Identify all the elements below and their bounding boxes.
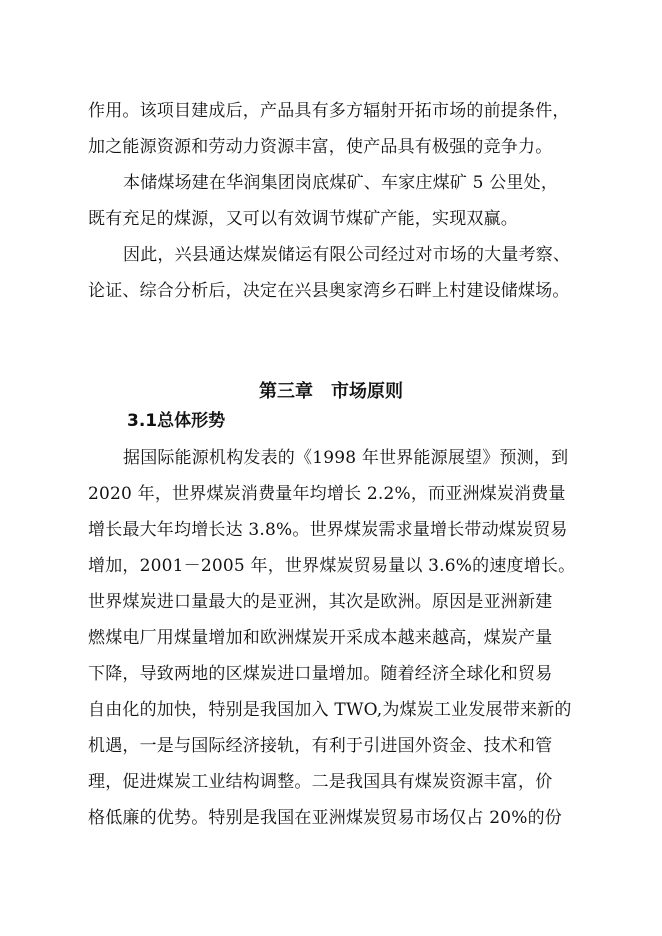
paragraph-line: 自由化的加快，特别是我国加入 TWO,为煤炭工业发展带来新的 bbox=[88, 700, 572, 720]
paragraph-line: 论证、综合分析后，决定在兴县奥家湾乡石畔上村建设储煤场。 bbox=[88, 281, 570, 301]
paragraph-line: 燃煤电厂用煤量增加和欧洲煤炭开采成本越来越高，煤炭产量 bbox=[88, 628, 553, 648]
paragraph-line: 加之能源资源和劳动力资源丰富，使产品具有极强的竞争力。 bbox=[88, 137, 553, 157]
paragraph-line: 因此，兴县通达煤炭储运有限公司经过对市场的大量考察、 bbox=[123, 245, 571, 265]
paragraph-line: 机遇，一是与国际经济接轨，有利于引进国外资金、技术和管 bbox=[88, 736, 553, 756]
paragraph-line: 世界煤炭进口量最大的是亚洲，其次是欧洲。原因是亚洲新建 bbox=[88, 592, 553, 612]
paragraph-line: 增长最大年均增长达 3.8%。世界煤炭需求量增长带动煤炭贸易 bbox=[88, 520, 568, 540]
paragraph-line: 本储煤场建在华润集团岗底煤矿、车家庄煤矿 5 公里处， bbox=[123, 173, 559, 193]
paragraph-line: 2020 年，世界煤炭消费量年均增长 2.2%，而亚洲煤炭消费量 bbox=[88, 484, 566, 504]
paragraph-line: 下降，导致两地的区煤炭进口量增加。随着经济全球化和贸易 bbox=[88, 664, 553, 684]
paragraph-line: 作用。该项目建成后，产品具有多方辐射开拓市场的前提条件， bbox=[88, 101, 570, 121]
chapter-title: 第三章 市场原则 bbox=[259, 381, 403, 402]
paragraph-line: 既有充足的煤源，又可以有效调节煤矿产能，实现双赢。 bbox=[88, 209, 518, 229]
paragraph-line: 理，促进煤炭工业结构调整。二是我国具有煤炭资源丰富，价 bbox=[88, 772, 553, 792]
paragraph-line: 增加，2001－2005 年，世界煤炭贸易量以 3.6%的速度增长。 bbox=[88, 556, 576, 576]
paragraph-line: 据国际能源机构发表的《1998 年世界能源展望》预测，到 bbox=[123, 448, 569, 468]
section-title: 3.1总体形势 bbox=[127, 411, 226, 431]
paragraph-line: 格低廉的优势。特别是我国在亚洲煤炭贸易市场仅占 20%的份 bbox=[88, 808, 562, 828]
